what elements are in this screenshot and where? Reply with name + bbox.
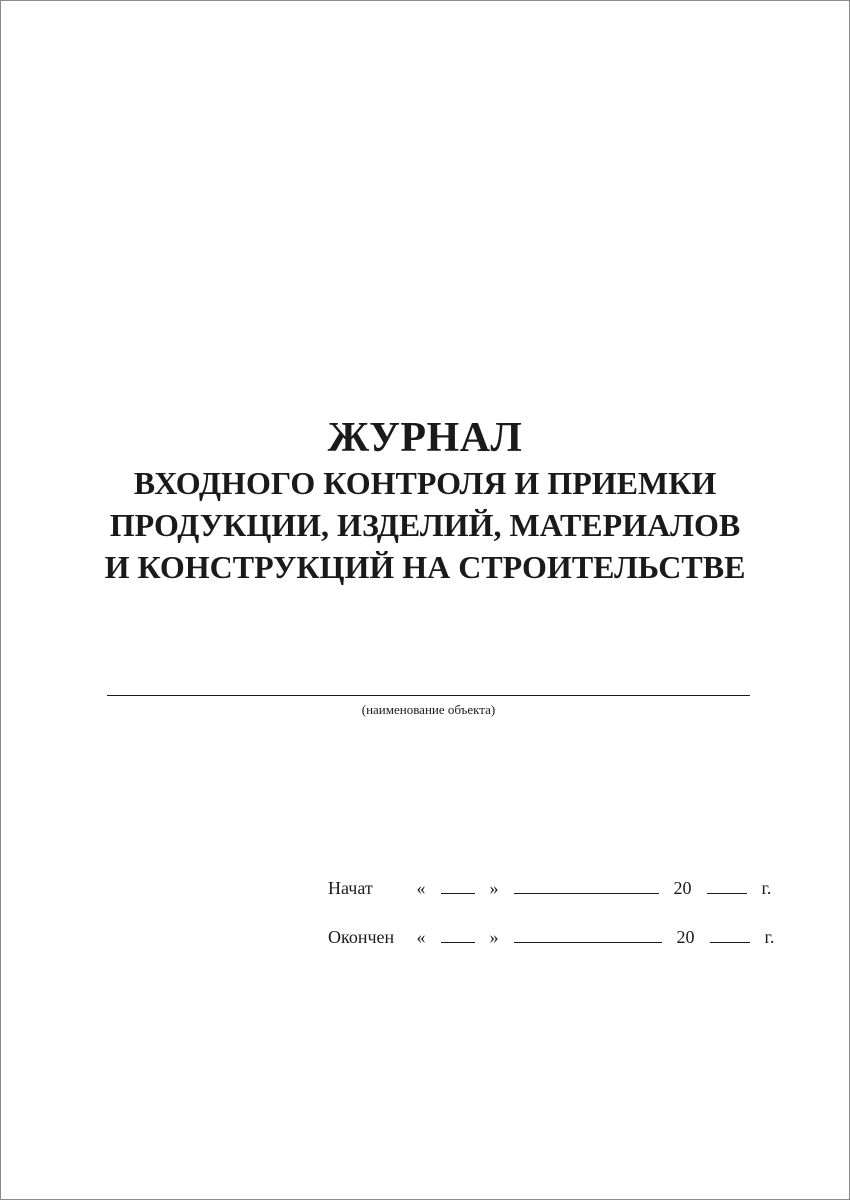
object-name-field[interactable] bbox=[107, 695, 750, 696]
subtitle-line-2: ПРОДУКЦИИ, ИЗДЕЛИЙ, МАТЕРИАЛОВ bbox=[109, 507, 741, 543]
close-quote: » bbox=[489, 927, 499, 947]
object-name-caption: (наименование объекта) bbox=[361, 702, 496, 717]
subtitle-line-3: И КОНСТРУКЦИЙ НА СТРОИТЕЛЬСТВЕ bbox=[104, 549, 746, 585]
started-year-field[interactable] bbox=[707, 877, 747, 894]
started-year-suffix: г. bbox=[761, 878, 772, 898]
title-block bbox=[1, 414, 849, 588]
document-title: ЖУРНАЛ bbox=[327, 415, 523, 461]
started-century: 20 bbox=[673, 878, 692, 898]
ended-date-row bbox=[328, 926, 774, 948]
close-quote: » bbox=[489, 878, 499, 898]
started-label: Начат bbox=[328, 878, 373, 898]
started-day-field[interactable] bbox=[441, 877, 475, 894]
ended-month-field[interactable] bbox=[514, 926, 662, 943]
open-quote: « bbox=[416, 878, 426, 898]
ended-year-field[interactable] bbox=[710, 926, 750, 943]
started-month-field[interactable] bbox=[514, 877, 659, 894]
open-quote: « bbox=[416, 927, 426, 947]
ended-day-field[interactable] bbox=[441, 926, 475, 943]
subtitle-line-1: ВХОДНОГО КОНТРОЛЯ И ПРИЕМКИ bbox=[133, 465, 717, 501]
ended-year-suffix: г. bbox=[764, 927, 775, 947]
ended-century: 20 bbox=[676, 927, 695, 947]
started-date-row bbox=[328, 877, 771, 899]
ended-label: Окончен bbox=[328, 927, 395, 947]
